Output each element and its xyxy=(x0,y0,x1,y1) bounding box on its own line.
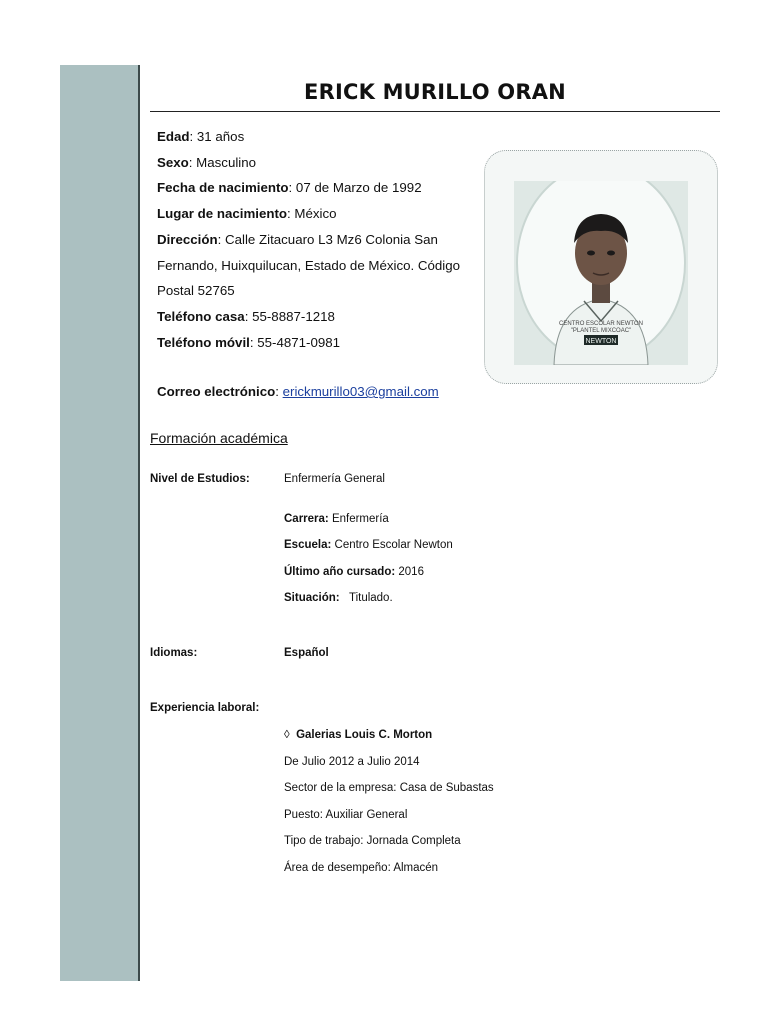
situacion-label: Situación: xyxy=(284,592,340,604)
tel-movil-label: Teléfono móvil xyxy=(157,334,250,350)
nivel-value: Enfermería General xyxy=(284,473,385,485)
email-link[interactable]: erickmurillo03@gmail.com xyxy=(282,384,439,399)
fecha-label: Fecha de nacimiento xyxy=(157,180,289,196)
badge-line-2: "PLANTEL MIXCOAC" xyxy=(570,328,632,334)
photo-frame xyxy=(484,150,718,384)
title-rule xyxy=(150,111,720,112)
direccion-label: Dirección xyxy=(157,231,218,247)
puesto-line: Puesto: Auxiliar General xyxy=(284,809,408,821)
ultimo-label: Último año cursado: xyxy=(284,566,396,578)
badge-tag: NEWTON xyxy=(585,338,617,345)
fecha-value: : 07 de Marzo de 1992 xyxy=(288,180,422,196)
tel-casa-value: : 55-8887-1218 xyxy=(244,308,335,324)
sexo-value: : Masculino xyxy=(188,154,257,170)
tel-movil-row xyxy=(157,330,477,356)
direccion-value: : Calle Zitacuaro L3 Mz6 Colonia San Fernando, Huixquilucan, Estado de México. Código Postal 52765 xyxy=(157,231,461,299)
idiomas-label: Idiomas: xyxy=(150,647,198,659)
direccion-row xyxy=(157,227,477,304)
fecha-row xyxy=(157,175,477,201)
email-row xyxy=(157,379,439,404)
edad-value: : 31 años xyxy=(189,129,245,144)
section-title-education: Formación académica xyxy=(150,430,288,446)
tel-movil-value: : 55-4871-0981 xyxy=(249,334,341,350)
sector-line: Sector de la empresa: Casa de Subastas xyxy=(284,782,494,794)
sexo-label: Sexo xyxy=(157,154,189,170)
carrera-label: Carrera: xyxy=(284,513,329,525)
bullet-diamond-icon: ◊ xyxy=(284,729,290,741)
page-title: ERICK MURILLO ORAN xyxy=(304,80,566,104)
email-sep: : xyxy=(275,384,283,399)
sexo-row xyxy=(157,150,477,176)
ultimo-value: 2016 xyxy=(395,566,424,578)
company-row xyxy=(284,729,432,741)
area-line: Área de desempeño: Almacén xyxy=(284,862,439,874)
edad-label: Edad xyxy=(157,129,190,144)
company-name: Galerias Louis C. Morton xyxy=(296,729,433,741)
badge-line-1: CENTRO ESCOLAR NEWTON xyxy=(559,321,643,327)
lugar-label: Lugar de nacimiento xyxy=(157,206,288,222)
email-label: Correo electrónico xyxy=(157,384,276,399)
escuela-value: Centro Escolar Newton xyxy=(331,539,453,551)
lugar-value: : México xyxy=(287,206,337,222)
carrera-row xyxy=(284,513,389,525)
carrera-value: Enfermería xyxy=(328,513,389,525)
tel-casa-row xyxy=(157,304,477,330)
sidebar-band xyxy=(60,65,140,981)
personal-info xyxy=(157,124,477,355)
portrait-illustration xyxy=(514,181,688,365)
situacion-row xyxy=(284,592,393,604)
period-line: De Julio 2012 a Julio 2014 xyxy=(284,756,420,768)
edad-row xyxy=(157,124,477,150)
situacion-value: Titulado. xyxy=(339,592,393,604)
tel-casa-label: Teléfono casa xyxy=(157,308,245,324)
nivel-label: Nivel de Estudios: xyxy=(150,473,250,485)
experiencia-label: Experiencia laboral: xyxy=(150,702,260,714)
ultimo-row xyxy=(284,566,424,578)
escuela-row xyxy=(284,539,453,551)
lugar-row xyxy=(157,201,477,227)
idiomas-value: Español xyxy=(284,647,329,659)
profile-photo xyxy=(514,181,688,365)
escuela-label: Escuela: xyxy=(284,539,332,551)
tipo-line: Tipo de trabajo: Jornada Completa xyxy=(284,835,461,847)
